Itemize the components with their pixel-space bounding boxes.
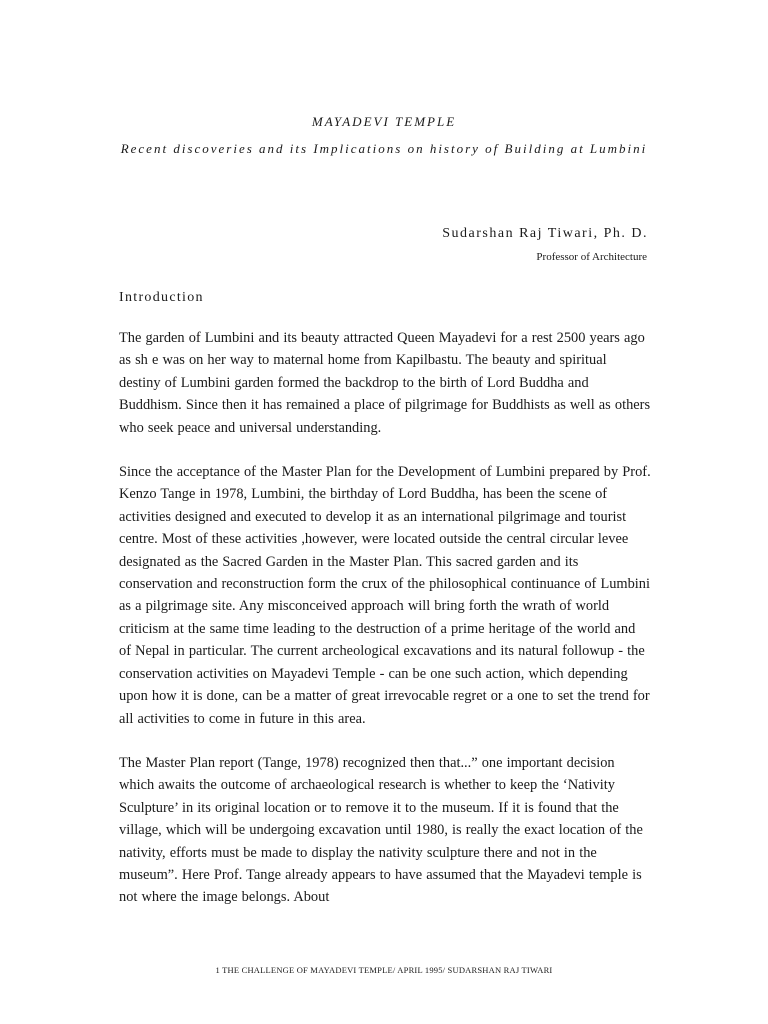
document-title: MAYADEVI TEMPLE [311, 114, 457, 129]
author-title: Professor of Architecture [536, 251, 647, 263]
body-text [119, 327, 651, 931]
page-footer: 1 THE CHALLENGE OF MAYADEVI TEMPLE/ APRIL 1995/ SUDARSHAN RAJ TIWARI [215, 965, 553, 975]
author-name: Sudarshan Raj Tiwari, Ph. D. [442, 226, 648, 241]
paragraph-1: The garden of Lumbini and its beauty attracted Queen Mayadevi for a rest 2500 years ago as sh e was on her way to maternal home from Kapilbastu. The beauty and spiritual destiny of Lumbini garden formed the backdrop to the birth of Lord Buddha and Buddhism. Since then it has remained a place of pilgrimage for Buddhists as well as others who seek peace and universal understanding. [119, 330, 651, 436]
paragraph-3: The Master Plan report (Tange, 1978) recognized then that...” one important decision which awaits the outcome of archaeological research is whether to keep the ‘Nativity Sculpture’ in its original location or to remove it to the museum. If it is found that the village, which will be undergoing excavation until 1980, is really the exact location of the nativity, efforts must be made to display the nativity sculpture there and not in the museum”. Here Prof. Tange already appears to have assumed that the Mayadevi temple is not where the image belongs. About [119, 754, 643, 906]
document-subtitle: Recent discoveries and its Implications on history of Building at Lumbini [120, 141, 648, 156]
section-heading: Introduction [119, 290, 204, 305]
paragraph-2: Since the acceptance of the Master Plan for the Development of Lumbini prepared by Prof. Kenzo Tange in 1978, Lumbini, the birthday of Lord Buddha, has been the scene of activities designed and executed to develop it as an international pilgrimage and tourist centre. Most of these activities ,however, were located outside the central circular levee designated as the Sacred Garden in the Master Plan. This sacred garden and its conservation and reconstruction form the crux of the philosophical continuance of Lumbini as a pilgrimage site. Any misconceived approach will bring forth the wrath of world criticism at the same time leading to the destruction of a prime heritage of the world and of Nepal in particular. The current archeological excavations and its natural followup - the conservation activities on Mayadevi Temple - can be one such action, which depending upon how it is done, can be a matter of great irrevocable regret or a one to set the trend for all activities to come in future in this area. [119, 464, 651, 727]
